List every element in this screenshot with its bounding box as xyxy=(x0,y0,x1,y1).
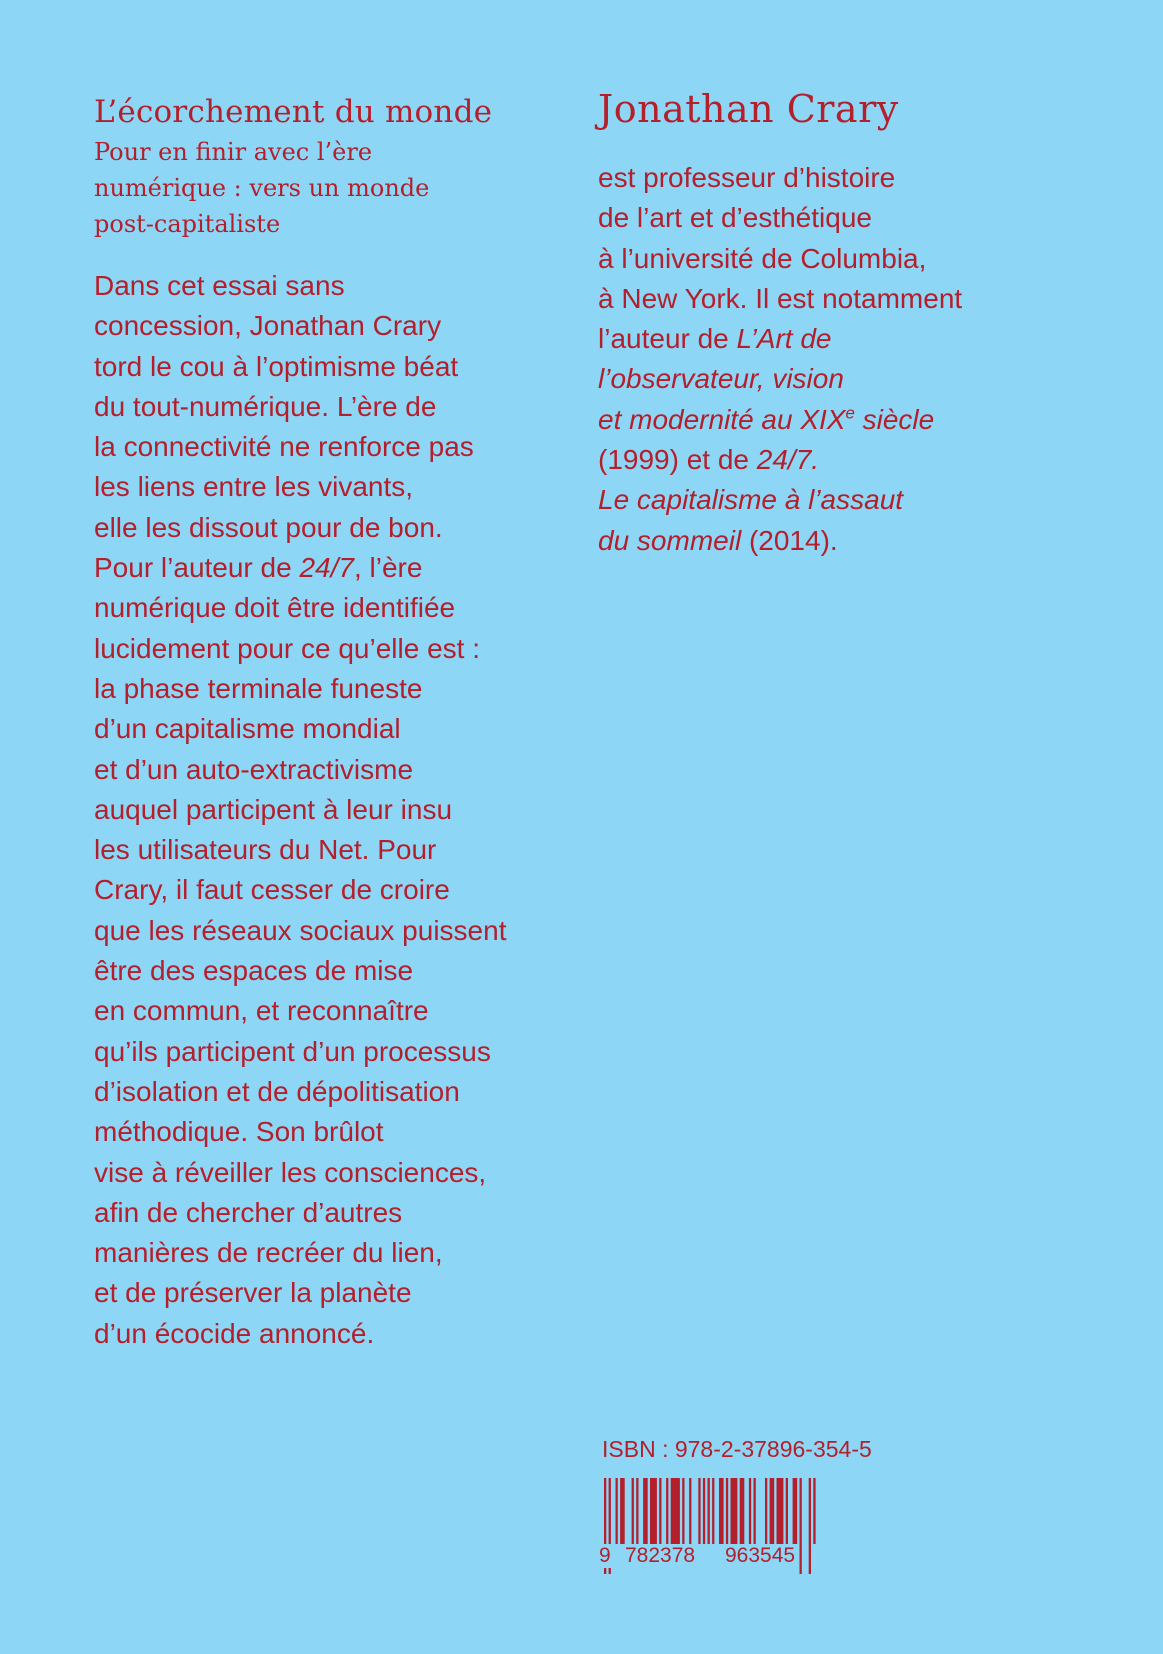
barcode-bar xyxy=(659,1478,661,1544)
book-summary xyxy=(94,266,574,1354)
summary-line: auquel participent à leur insu xyxy=(94,793,453,825)
summary-line: la connectivité ne renforce pas xyxy=(94,431,474,463)
summary-line: méthodique. Son brûlot xyxy=(94,1116,384,1148)
summary-line: du tout-numérique. L’ère de xyxy=(94,390,437,422)
summary-line: Crary, il faut cesser de croire xyxy=(94,874,450,906)
barcode-bar xyxy=(793,1478,798,1544)
barcode-bar xyxy=(650,1478,657,1544)
barcode-bar xyxy=(643,1478,648,1544)
summary-line: afin de chercher d’autres xyxy=(94,1196,403,1228)
barcode-digits-right: 963545 xyxy=(725,1544,796,1567)
summary-line: et de préserver la planète xyxy=(94,1277,412,1309)
bio-line: est professeur d’histoire xyxy=(598,162,896,193)
summary-line: d’un écocide annoncé. xyxy=(94,1317,375,1349)
barcode-bar xyxy=(712,1478,714,1544)
bio-line xyxy=(598,359,1098,399)
barcode-bar xyxy=(813,1478,815,1544)
summary-line: tord le cou à l’optimisme béat xyxy=(94,350,459,382)
summary-line: et d’un auto-extractivisme xyxy=(94,753,414,785)
barcode-bar xyxy=(671,1478,680,1544)
summary-line: d’isolation et de dépolitisation xyxy=(94,1075,460,1107)
author-bio xyxy=(598,158,1098,561)
bio-line xyxy=(598,480,1098,520)
barcode-bar xyxy=(666,1478,668,1544)
summary-line: elle les dissout pour de bon. xyxy=(94,511,443,543)
barcode-bar xyxy=(754,1478,756,1544)
barcode-bar xyxy=(703,1478,705,1544)
summary-line: être des espaces de mise xyxy=(94,955,414,987)
barcode-bar xyxy=(731,1478,738,1544)
summary-line: les utilisateurs du Net. Pour xyxy=(94,834,437,866)
summary-line: numérique doit être identifiée xyxy=(94,592,456,624)
bio-line xyxy=(598,400,1098,440)
barcode-bar xyxy=(777,1478,784,1544)
summary-line: lucidement pour ce qu’elle est : xyxy=(94,632,480,664)
summary-line: les liens entre les vivants, xyxy=(94,471,414,503)
bio-italic-title: L’Art de xyxy=(736,323,832,355)
barcode-bar xyxy=(740,1478,745,1544)
summary-line: en commun, et reconnaître xyxy=(94,995,429,1027)
summary-line: manières de recréer du lien, xyxy=(94,1237,443,1269)
subtitle-line: numérique : vers un monde xyxy=(94,174,430,202)
bio-text: (1999) et de xyxy=(598,444,757,476)
book-subtitle xyxy=(94,134,524,242)
bio-italic-text: et modernité au XIX xyxy=(598,403,846,435)
bio-italic-title: du sommeil xyxy=(598,524,742,556)
bio-line xyxy=(598,521,1098,561)
bio-italic-title: 24/7. xyxy=(756,444,820,476)
barcode-bar xyxy=(765,1478,767,1544)
barcode-digits-left: 782378 xyxy=(625,1544,696,1567)
bio-line xyxy=(598,440,1098,480)
barcode-bar xyxy=(719,1478,724,1544)
barcode-bar xyxy=(698,1478,700,1544)
barcode-bar xyxy=(616,1478,618,1544)
summary-text: Pour l’auteur de xyxy=(94,552,300,584)
bio-line xyxy=(598,319,1098,359)
barcode-bar xyxy=(682,1478,684,1544)
summary-line: vise à réveiller les consciences, xyxy=(94,1156,487,1188)
book-title: L’écorchement du monde xyxy=(94,94,493,130)
barcode-bar xyxy=(770,1478,775,1544)
bio-italic-title xyxy=(598,404,934,435)
barcode-bar xyxy=(620,1478,625,1544)
bio-line: de l’art et d’esthétique xyxy=(598,202,872,234)
summary-line: la phase terminale funeste xyxy=(94,672,423,704)
summary-line: concession, Jonathan Crary xyxy=(94,310,442,342)
bio-line: à l’université de Columbia, xyxy=(598,242,927,274)
barcode-bar xyxy=(749,1478,751,1544)
barcode-bar xyxy=(800,1478,802,1574)
barcode-bar xyxy=(708,1478,710,1544)
superscript: e xyxy=(845,403,855,423)
summary-text: , l’ère xyxy=(353,552,423,584)
summary-line: d’un capitalisme mondial xyxy=(94,713,401,745)
isbn-label: ISBN : 978-2-37896-354-5 xyxy=(602,1436,872,1462)
bio-italic-title: Le capitalisme à l’assaut xyxy=(598,484,904,516)
barcode-bar xyxy=(726,1478,728,1544)
summary-line xyxy=(94,548,574,588)
subtitle-line: post-capitaliste xyxy=(94,210,281,238)
summary-italic-title: 24/7 xyxy=(299,552,354,584)
bio-italic-text: siècle xyxy=(854,403,935,435)
bio-italic-title: l’observateur, vision xyxy=(598,363,844,395)
bio-line: à New York. Il est notamment xyxy=(598,282,963,314)
barcode-digit-first: 9 xyxy=(599,1544,611,1567)
barcode-bar xyxy=(786,1478,788,1544)
bio-text: l’auteur de xyxy=(598,323,737,355)
subtitle-line: Pour en finir avec l’ère xyxy=(94,138,373,166)
barcode-bar xyxy=(809,1478,811,1574)
bio-text: (2014). xyxy=(741,524,838,556)
barcode-bar xyxy=(636,1478,638,1544)
summary-line: Dans cet essai sans xyxy=(94,270,345,301)
barcode-bar xyxy=(689,1478,691,1544)
barcode-bar xyxy=(632,1478,634,1544)
summary-line: que les réseaux sociaux puissent xyxy=(94,914,507,946)
summary-line: qu’ils participent d’un processus xyxy=(94,1035,491,1067)
author-name: Jonathan Crary xyxy=(598,87,899,131)
